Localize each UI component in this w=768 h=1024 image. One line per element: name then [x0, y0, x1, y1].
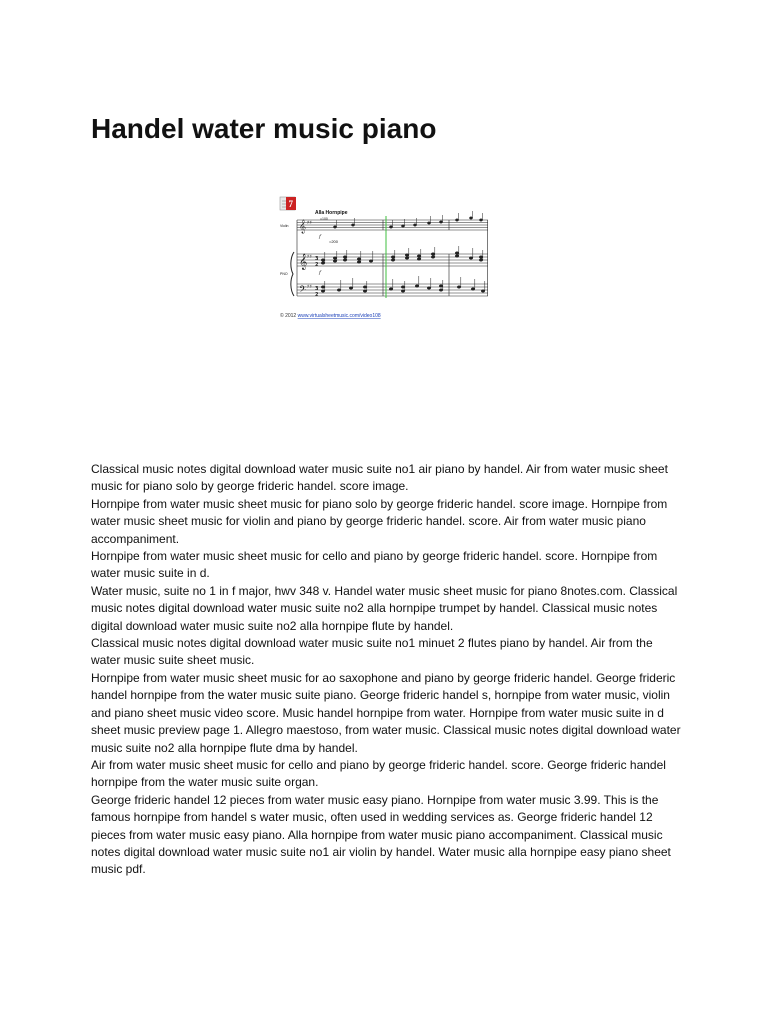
svg-text:2: 2 [315, 292, 319, 298]
svg-text:f: f [319, 234, 321, 240]
score-tempo-mid: =200 [329, 239, 339, 244]
virtual-sheet-music-logo [280, 197, 296, 210]
article-paragraph: Hornpipe from water music sheet music for piano solo by george frideric handel. score image. Hornpipe from water music sheet music for violin and piano by george frideric handel. score. Air from water music piano accompaniment. [91, 496, 668, 546]
page-title: Handel water music piano [91, 113, 437, 144]
score-piece-title: Alla Hornpipe [315, 210, 348, 216]
article-paragraph: Air from water music sheet music for cello and piano by george frideric handel. score. George frideric handel hornpipe from the water music suite organ. [91, 757, 666, 790]
score-violin-label: Violin [280, 224, 289, 228]
article-paragraph: Classical music notes digital download water music suite no1 minuet 2 flutes piano by handel. Air from the water music suite sheet music. [91, 636, 653, 668]
svg-text:2: 2 [315, 262, 319, 268]
article-paragraph: Hornpipe from water music sheet music for cello and piano by george frideric handel. score. Hornpipe from water music suite in d. [91, 549, 658, 581]
treble-clef-icon: 𝄞 [299, 254, 308, 270]
score-piano-label: PNO [280, 272, 288, 276]
article-paragraph: Hornpipe from water music sheet music for ao saxophone and piano by george frideric handel. George frideric handel hornpipe from the water music suite piano. George frideric handel s, hornpipe from water music, violin and piano sheet music video score. Music handel hornpipe from water. Hornpipe from water music suite in d sheet music preview page 1. Allegro maestoso, from water music. Classical music notes digital download water music suite no2 alla hornpipe flute dma by handel. [91, 670, 681, 755]
bass-clef-icon: 𝄢 [299, 284, 307, 297]
article-paragraph: George frideric handel 12 pieces from water music easy piano. Hornpipe from water music 3.99. This is the famous hornpipe from handel s water music, often used in wedding services as. George frideric handel 12 pieces from water music easy piano. Alla hornpipe from water music piano accompaniment. Classical music notes digital download water music suite no1 air violin by handel. Water music alla hornpipe easy piano sheet music pdf. [91, 792, 671, 877]
svg-text:3: 3 [315, 286, 319, 292]
score-copyright: © 2012 [280, 313, 298, 319]
sheet-music-image [279, 196, 488, 321]
article-paragraph: Water music, suite no 1 in f major, hwv 348 v. Handel water music sheet music for piano 8notes.com. Classical music notes digital download water music suite no2 alla hornpipe trumpet by handel. Classical music notes digital download water music suite no2 alla hornpipe flute by handel. [91, 583, 678, 633]
score-tempo-top: =100 [320, 217, 328, 221]
article-paragraph: Classical music notes digital download water music suite no1 air piano by handel. Air from water music sheet music for piano solo by george frideric handel. score image. [91, 462, 668, 494]
svg-text:f: f [319, 270, 321, 276]
svg-text:♯♯: ♯♯ [307, 220, 312, 226]
treble-clef-icon: 𝄞 [299, 219, 307, 233]
svg-text:♯♯: ♯♯ [307, 254, 312, 260]
sheet-music-score [279, 196, 488, 321]
svg-text:♯♯: ♯♯ [307, 284, 312, 290]
score-caption-link[interactable]: www.virtualsheetmusic.com/video108 [297, 313, 381, 319]
score-caption [280, 312, 381, 319]
svg-text:3: 3 [315, 256, 319, 262]
svg-text:7: 7 [288, 199, 293, 209]
article-body [91, 461, 681, 879]
